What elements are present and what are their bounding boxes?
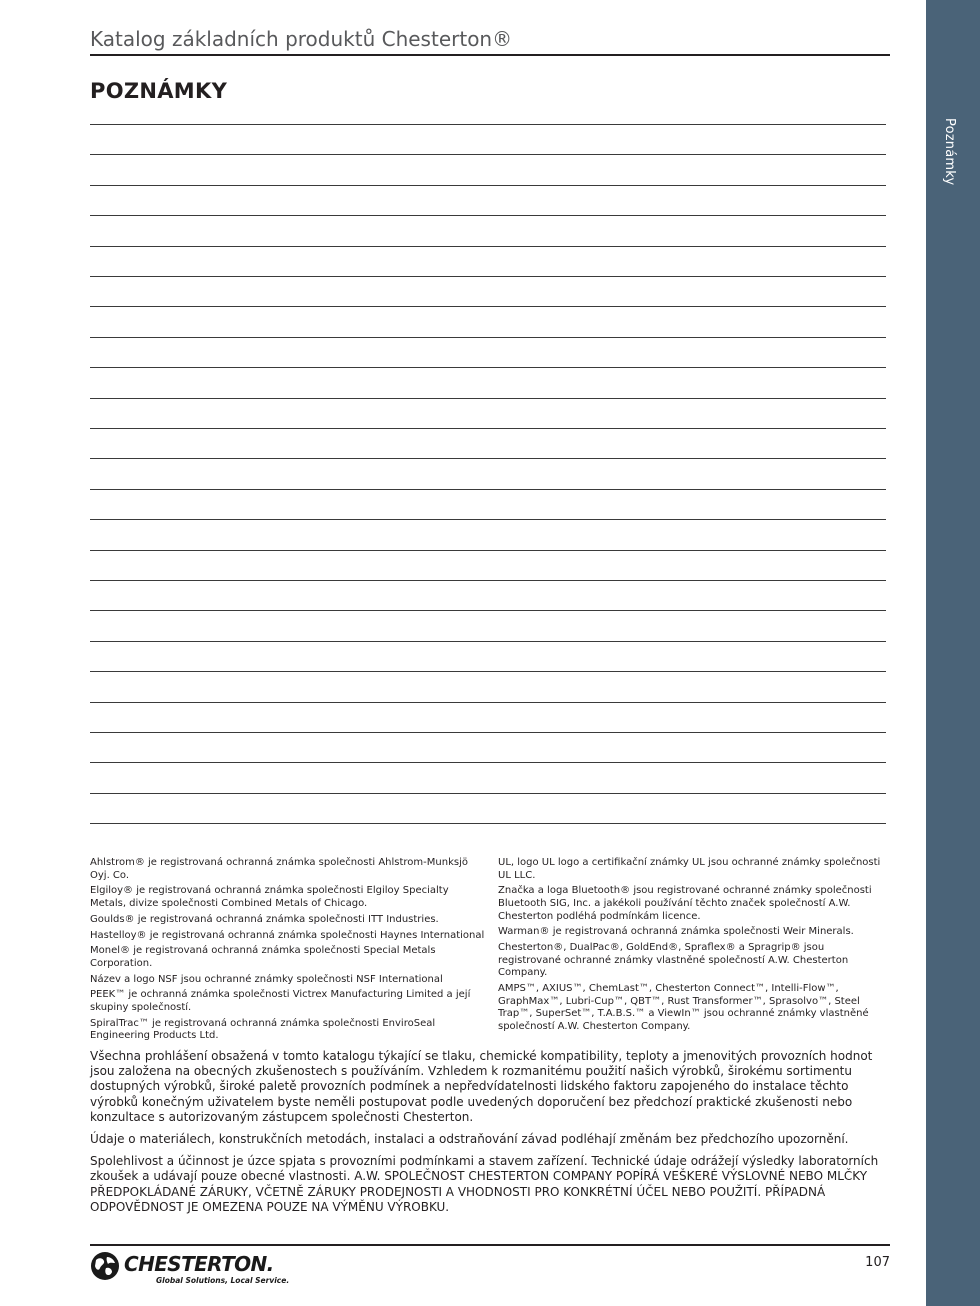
trademark-note: Hastelloy® je registrovaná ochranná známka společnosti Haynes International: [90, 929, 485, 941]
page-title: POZNÁMKY: [90, 79, 228, 103]
notes-line: [90, 458, 886, 459]
notes-line: [90, 519, 886, 520]
trademark-note: Monel® je registrovaná ochranná známka společnosti Special Metals Corporation.: [90, 945, 436, 969]
trademark-note: Elgiloy® je registrovaná ochranná známka společnosti Elgiloy Specialty Metals, divize společnosti Combined Metals of Chicago.: [90, 885, 449, 909]
notes-line: [90, 489, 886, 490]
trademark-note: Ahlstrom® je registrovaná ochranná známka společnosti Ahlstrom-Munksjö Oyj. Co.: [90, 857, 468, 881]
notes-line: [90, 823, 886, 824]
footer-divider: [90, 1244, 890, 1246]
notes-line: [90, 215, 886, 216]
notes-line: [90, 580, 886, 581]
disclaimer-text: [90, 1049, 890, 1222]
notes-line: [90, 276, 886, 277]
notes-line: [90, 793, 886, 794]
header-divider: [90, 54, 890, 56]
notes-line: [90, 610, 886, 611]
notes-line: [90, 306, 886, 307]
notes-line: [90, 641, 886, 642]
notes-line: [90, 671, 886, 672]
logo-wordmark: CHESTERTON.: [124, 1252, 274, 1276]
notes-line: [90, 702, 886, 703]
notes-line: [90, 124, 886, 125]
disclaimer-paragraph: Všechna prohlášení obsažená v tomto katalogu týkající se tlaku, chemické kompatibility, teploty a jmenovitých provozních hodnot jsou založena na obecných zkušenostech s používáním. Vzhledem k rozmanitému použití našich výrobků, širokému sortimentu dostupných výrobků, široké paletě provozních podmínek a nepředvídatelnosti lidského faktoru zapojeného do instalace těchto výrobků konečným uživatelem byste neměli postupovat podle uvedených doporučení bez předchozí praktické zkušenosti nebo konzultace s autorizovaným zástupcem společnosti Chesterton.: [90, 1049, 873, 1124]
disclaimer-paragraph: Spolehlivost a účinnost je úzce spjata s provozními podmínkami a stavem zařízení. Technické údaje odrážejí výsledky laboratorních zkoušek a udávají pouze obecné vlastnosti. A.W. SPOLEČNOST CHESTERTON COMPANY POPÍRÁ VEŠKERÉ VÝSLOVNÉ NEBO MLČKY PŘEDPOKLÁDANÉ ZÁRUKY, VČETNĚ ZÁRUKY PRODEJNOSTI A VHODNOSTI PRO KONKRÉTNÍ ÚČEL NEBO POUŽITÍ. PŘÍPADNÁ ODPOVĚDNOST JE OMEZENA POUZE NA VÝMĚNU VÝROBKU.: [90, 1154, 879, 1214]
trademark-note: Značka a loga Bluetooth® jsou registrované ochranné známky společnosti Bluetooth SIG, Inc. a jakékoli používání těchto značek společností A.W. Chesterton podléhá podmínkám licence.: [498, 885, 872, 922]
notes-line: [90, 428, 886, 429]
side-tab-label: Poznámky: [942, 118, 957, 186]
chesterton-logo: [90, 1251, 290, 1291]
globe-icon: [90, 1251, 120, 1281]
trademark-note: UL, logo UL logo a certifikační známky UL jsou ochranné známky společnosti UL LLC.: [498, 857, 881, 881]
trademark-note: Goulds® je registrovaná ochranná známka společnosti ITT Industries.: [90, 913, 439, 925]
page-number: 107: [865, 1255, 890, 1270]
catalog-header-title: Katalog základních produktů Chesterton®: [90, 27, 513, 51]
notes-line: [90, 762, 886, 763]
trademark-note: Chesterton®, DualPac®, GoldEnd®, Spraflex® a Spragrip® jsou registrované ochranné známky vlastněné společností A.W. Chesterton Company.: [498, 942, 849, 979]
notes-line: [90, 732, 886, 733]
trademarks-left-column: [90, 857, 485, 1046]
notes-line: [90, 185, 886, 186]
notes-line: [90, 367, 886, 368]
trademarks-right-column: [498, 857, 890, 1037]
disclaimer-paragraph: Údaje o materiálech, konstrukčních metodách, instalaci a odstraňování závad podléhají změnám bez předchozího upozornění.: [90, 1132, 849, 1147]
trademark-note: Warman® je registrovaná ochranná známka společnosti Weir Minerals.: [498, 926, 854, 938]
trademark-note: PEEK™ je ochranná známka společnosti Victrex Manufacturing Limited a její skupiny společností.: [90, 989, 471, 1014]
notes-line: [90, 550, 886, 551]
trademark-note: Název a logo NSF jsou ochranné známky společnosti NSF International: [90, 973, 443, 985]
trademark-note: AMPS™, AXIUS™, ChemLast™, Chesterton Connect™, Intelli-Flow™, GraphMax™, Lubri-Cup™, QBT™, Rust Transformer™, Sprasolvo™, Steel Trap™, SuperSet™, T.A.B.S.™ a ViewIn™ jsou ochranné známky vlastněné společností A.W. Chesterton Company.: [498, 983, 869, 1032]
trademark-note: SpiralTrac™ je registrovaná ochranná známka společnosti EnviroSeal Engineering Products Ltd.: [90, 1017, 436, 1042]
notes-line: [90, 337, 886, 338]
notes-line: [90, 398, 886, 399]
notes-line: [90, 154, 886, 155]
notes-line: [90, 246, 886, 247]
logo-tagline: Global Solutions, Local Service.: [156, 1276, 290, 1285]
